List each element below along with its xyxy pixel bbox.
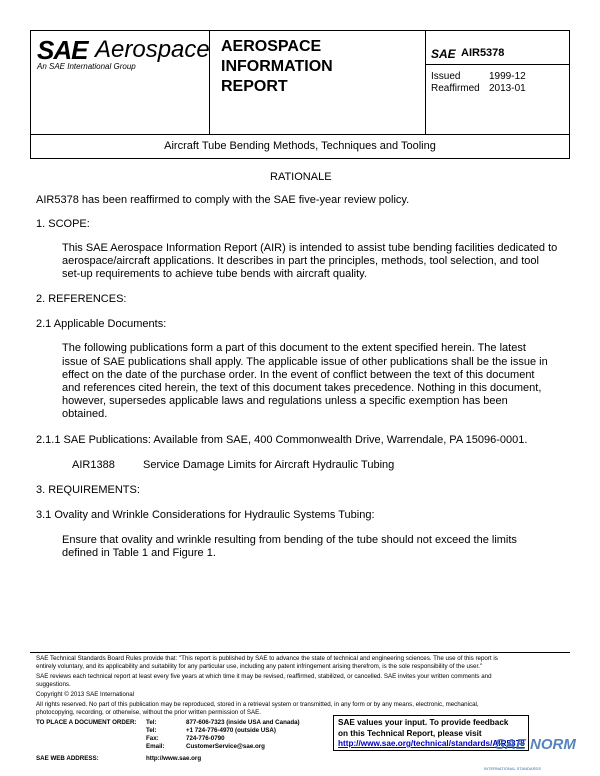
applicable-docs-heading: 2.1 Applicable Documents:	[36, 318, 167, 330]
divider	[425, 64, 569, 65]
scope-line: aerospace/aircraft applications. It describes in part the principles, methods, tool selection, and tool	[62, 255, 539, 267]
tel2-value: +1 724-776-4970 (outside USA)	[186, 727, 276, 734]
web-label: SAE WEB ADDRESS:	[36, 755, 99, 762]
feedback-line: SAE values your input. To provide feedback	[338, 718, 509, 727]
doc-number: AIR5378	[461, 47, 505, 59]
reaffirmed-label: Reaffirmed	[431, 83, 480, 94]
fax-value: 724-776-0790	[186, 735, 225, 742]
applicable-docs-line: and references cited herein, the text of this document takes precedence. Nothing in this document,	[62, 382, 542, 394]
document-header	[30, 30, 570, 135]
feedback-link[interactable]: http://www.sae.org/technical/standards/AIR5378	[338, 739, 525, 748]
ovality-line: Ensure that ovality and wrinkle resulting from bending of the tube should not exceed the limits	[62, 534, 517, 546]
applicable-docs-line: obtained.	[62, 408, 108, 420]
scope-line: This SAE Aerospace Information Report (AIR) is intended to assist tube bending facilities dedicated to	[62, 242, 558, 254]
web-link[interactable]: http://www.sae.org	[146, 755, 202, 762]
sae-mark: SAE	[431, 47, 456, 61]
footer-rights-line: All rights reserved. No part of this publication may be reproduced, stored in a retrieval system or transmitted, in any form or by any means, electronic, mechanical,	[36, 701, 479, 708]
issued-label: Issued	[431, 71, 461, 82]
issued-date: 1999-12	[489, 71, 526, 82]
aerospace-wordmark: Aerospace	[95, 36, 210, 63]
applicable-docs-line: however, supersedes applicable laws and regulations unless a specific exemption has been	[62, 395, 508, 407]
scope-heading: 1. SCOPE:	[36, 218, 90, 230]
document-title: Aircraft Tube Bending Methods, Techniques and Tooling	[30, 134, 570, 159]
reaffirmed-date: 2013-01	[489, 83, 526, 94]
copyright: Copyright © 2013 SAE International	[36, 691, 135, 698]
footer-rules-line: SAE Technical Standards Board Rules provide that: "This report is published by SAE to advance the state of technical and engineering sciences. The use of this report is	[36, 655, 498, 662]
doc-type-title: AEROSPACE INFORMATION REPORT	[221, 38, 333, 95]
applicable-docs-line: issue of SAE publications shall apply. The applicable issue of other publications shall be the issue in	[62, 356, 548, 368]
feedback-line: on this Technical Report, please visit	[338, 728, 482, 738]
rationale-heading: RATIONALE	[270, 171, 332, 183]
footer-rules-line: entirely voluntary, and its applicability and suitability for any particular use, including any patent infringement arising therefrom, is the sole responsibility of the user."	[36, 663, 483, 670]
fax-label: Fax:	[146, 735, 159, 742]
ovality-line: defined in Table 1 and Figure 1.	[62, 547, 216, 559]
references-heading: 2. REFERENCES:	[36, 293, 127, 305]
scope-line: set-up requirements to achieve tube bends with aircraft quality.	[62, 268, 367, 280]
doc-info-cell	[425, 31, 569, 134]
footer-rights-line: photocopying, recording, or otherwise, without the prior written permission of SAE.	[36, 709, 261, 716]
requirements-heading: 3. REQUIREMENTS:	[36, 484, 140, 496]
tel-value: 877-606-7323 (inside USA and Canada)	[186, 719, 300, 726]
reference-id: AIR1388	[72, 459, 115, 471]
rationale-text: AIR5378 has been reaffirmed to comply with the SAE five-year review policy.	[36, 194, 410, 206]
sae-publications-line: 2.1.1 SAE Publications: Available from SAE, 400 Commonwealth Drive, Warrendale, PA 15096-0001.	[36, 434, 528, 446]
logo-tagline: An SAE International Group	[37, 62, 136, 71]
footer-review-line: suggestions.	[36, 681, 71, 688]
order-label: TO PLACE A DOCUMENT ORDER:	[36, 719, 137, 726]
ovality-heading: 3.1 Ovality and Wrinkle Considerations for Hydraulic Systems Tubing:	[36, 509, 375, 521]
watermark-subtext: INTERNATIONAL STANDARDS	[484, 766, 542, 771]
email-value[interactable]: CustomerService@sae.org	[186, 743, 265, 750]
sae-logo: SAE	[37, 35, 88, 65]
email-label: Email:	[146, 743, 165, 750]
doc-type-cell	[209, 31, 426, 134]
tel2-label: Tel:	[146, 727, 157, 734]
logo-cell	[31, 31, 210, 134]
watermark-logo: SAE NORM	[495, 736, 576, 753]
tel-label: Tel:	[146, 719, 157, 726]
footer-rule	[30, 652, 570, 653]
applicable-docs-line: The following publications form a part of this document to the extent specified herein. The latest	[62, 342, 526, 354]
reference-title: Service Damage Limits for Aircraft Hydraulic Tubing	[143, 459, 395, 471]
applicable-docs-line: effect on the date of the purchase order. In the event of conflict between the text of this document	[62, 369, 535, 381]
footer-review-line: SAE reviews each technical report at least every five years at which time it may be revised, reaffirmed, stabilized, or cancelled. SAE invites your written comments and	[36, 673, 492, 680]
